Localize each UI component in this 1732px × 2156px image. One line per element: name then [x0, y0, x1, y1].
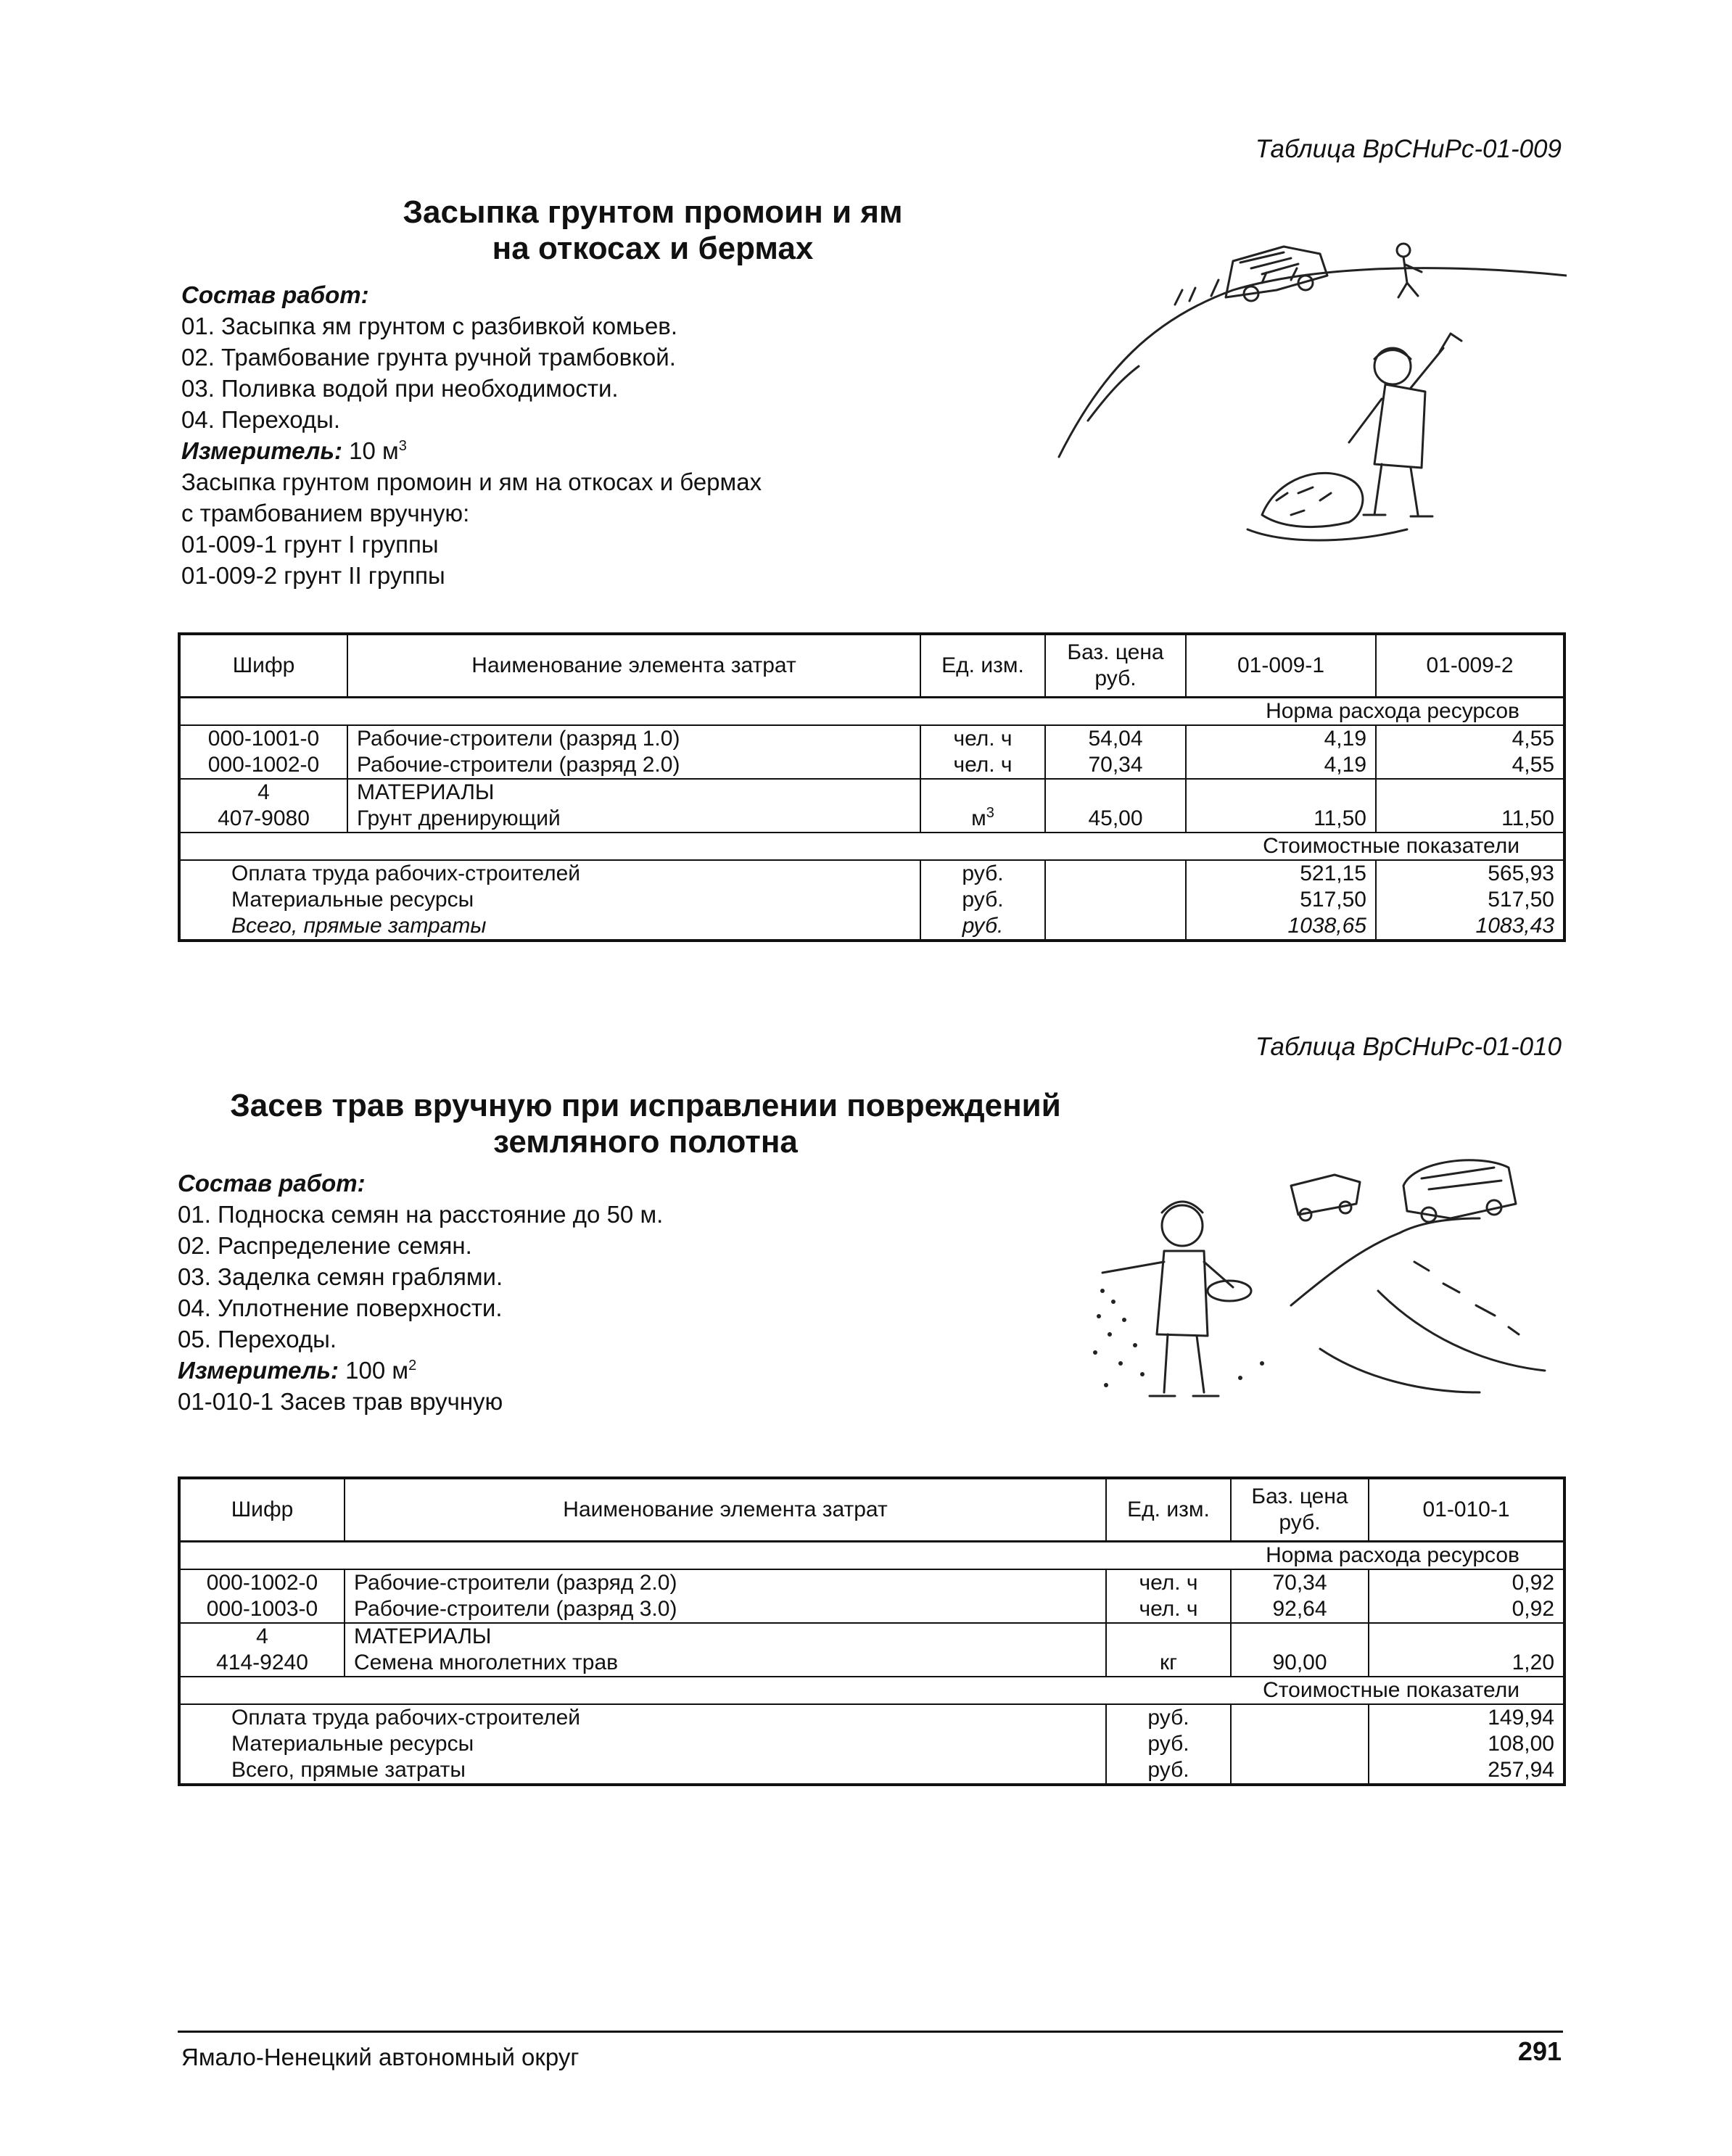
cell-name: Рабочие-строители (разряд 2.0) [347, 752, 920, 779]
cell-value-1: 11,50 [1186, 806, 1376, 833]
total-row [179, 1731, 1564, 1757]
step-item: 01. Подноска семян на расстояние до 50 м. [178, 1201, 664, 1228]
step-item: 03. Поливка водой при необходимости. [181, 375, 619, 402]
cost-table-01-010 [178, 1476, 1566, 1786]
total-row [179, 1757, 1564, 1785]
cell-unit: чел. ч [1106, 1569, 1231, 1596]
unit-sup: 3 [986, 805, 994, 821]
header-price: Баз. цена руб. [1045, 634, 1186, 698]
cell-value-2: 11,50 [1376, 806, 1564, 833]
bus-icon [1403, 1160, 1516, 1222]
description-line: Засыпка грунтом промоин и ям на откосах и бермах [181, 468, 762, 495]
step-item: 02. Распределение семян. [178, 1232, 472, 1259]
table-caption-01-010: Таблица ВрСНиРс-01-010 [1255, 1033, 1562, 1061]
total-unit: руб. [1106, 1731, 1231, 1757]
cost-table-01-009 [178, 632, 1566, 942]
table-row [179, 1650, 1564, 1677]
step-item: 03. Заделка семян граблями. [178, 1263, 503, 1290]
total-row [179, 913, 1564, 941]
code-line: 01-009-1 грунт I группы [181, 531, 439, 558]
norm-subheader-row [179, 1542, 1564, 1570]
table-row [179, 806, 1564, 833]
step-item: 02. Трамбование грунта ручной трамбовкой. [181, 344, 676, 371]
cell-unit: чел. ч [1106, 1596, 1231, 1623]
title-line: на откосах и бермах [492, 231, 814, 266]
total-value-1: 521,15 [1186, 860, 1376, 887]
total-name: Всего, прямые затраты [179, 1757, 1106, 1785]
total-value-1: 108,00 [1369, 1731, 1564, 1757]
step-item: 01. Засыпка ям грунтом с разбивкой комьев. [181, 313, 678, 339]
total-row [179, 860, 1564, 887]
cell-name: Рабочие-строители (разряд 1.0) [347, 725, 920, 752]
cell-price: 92,64 [1231, 1596, 1369, 1623]
title-line: Засыпка грунтом промоин и ям [403, 194, 903, 230]
total-name: Всего, прямые затраты [179, 913, 920, 941]
total-value-1: 517,50 [1186, 887, 1376, 913]
unit-text: м [971, 806, 986, 830]
section-title-01-010 [181, 1088, 1110, 1160]
total-value-2: 1083,43 [1376, 913, 1564, 941]
header-code: Шифр [179, 634, 347, 698]
composition-label: Состав работ: [181, 281, 369, 308]
section-title-01-009 [305, 194, 1001, 267]
title-line: земляного полотна [493, 1124, 798, 1160]
total-value-2: 565,93 [1376, 860, 1564, 887]
header-col-1: 01-010-1 [1369, 1478, 1564, 1542]
page-number: 291 [1517, 2036, 1562, 2066]
cell-value-2: 4,55 [1376, 725, 1564, 752]
cost-label: Стоимостные показатели [179, 1677, 1564, 1704]
cell-price: 90,00 [1231, 1650, 1369, 1677]
norm-label: Норма расхода ресурсов [179, 1542, 1564, 1570]
cost-subheader-row [179, 833, 1564, 860]
total-value-1: 257,94 [1369, 1757, 1564, 1785]
cell-unit: чел. ч [920, 725, 1045, 752]
materials-header-row [179, 779, 1564, 806]
code-line: 01-009-2 грунт II группы [181, 562, 445, 589]
table-row [179, 1596, 1564, 1623]
norm-label: Норма расхода ресурсов [179, 698, 1564, 726]
total-row [179, 1704, 1564, 1731]
sower-worker-icon [1102, 1202, 1251, 1396]
cell-code: 000-1001-0 [179, 725, 347, 752]
header-unit: Ед. изм. [920, 634, 1045, 698]
meter-value: 100 м [345, 1357, 409, 1384]
step-item: 04. Переходы. [181, 406, 340, 433]
cell-code: 000-1003-0 [179, 1596, 345, 1623]
total-value-2: 517,50 [1376, 887, 1564, 913]
table-header-row [179, 1478, 1564, 1542]
cell-code: 407-9080 [179, 806, 347, 833]
header-col-1: 01-009-1 [1186, 634, 1376, 698]
total-unit: руб. [1106, 1704, 1231, 1731]
cell-price: 70,34 [1045, 752, 1186, 779]
cell-value-1: 4,19 [1186, 752, 1376, 779]
norm-subheader-row [179, 698, 1564, 726]
total-unit: руб. [1106, 1757, 1231, 1785]
cell-unit: чел. ч [920, 752, 1045, 779]
total-name: Материальные ресурсы [179, 1731, 1106, 1757]
meter-line [178, 1355, 663, 1386]
total-value-1: 149,94 [1369, 1704, 1564, 1731]
table-row [179, 1569, 1564, 1596]
header-name: Наименование элемента затрат [347, 634, 920, 698]
total-value-1: 1038,65 [1186, 913, 1376, 941]
cell-code: 000-1002-0 [179, 752, 347, 779]
truck-icon [1291, 1175, 1360, 1221]
description-line: с трамбованием вручную: [181, 500, 470, 526]
cell-name: Семена многолетних трав [345, 1650, 1106, 1677]
slope-workers-illustration [1044, 210, 1567, 558]
total-name: Материальные ресурсы [179, 887, 920, 913]
cell-value-1: 0,92 [1369, 1569, 1564, 1596]
seed-dots [1093, 1289, 1264, 1387]
total-name: Оплата труда рабочих-строителей [179, 860, 920, 887]
meter-sup: 2 [408, 1358, 417, 1374]
header-code: Шифр [179, 1478, 345, 1542]
soil-pile-icon [1248, 473, 1407, 540]
step-item: 04. Уплотнение поверхности. [178, 1294, 503, 1321]
cell-value-1: 4,19 [1186, 725, 1376, 752]
cell-unit [920, 806, 1045, 833]
table-caption-01-009: Таблица ВрСНиРс-01-009 [1255, 135, 1562, 163]
work-composition-01-009 [181, 279, 762, 591]
cell-value-1: 0,92 [1369, 1596, 1564, 1623]
total-unit: руб. [920, 860, 1045, 887]
cell-price: 70,34 [1231, 1569, 1369, 1596]
footer-region: Ямало-Ненецкий автономный округ [181, 2044, 580, 2070]
header-unit: Ед. изм. [1106, 1478, 1231, 1542]
meter-sup: 3 [398, 438, 407, 454]
step-item: 05. Переходы. [178, 1326, 337, 1352]
footer-rule [178, 2031, 1563, 2033]
materials-label: МАТЕРИАЛЫ [347, 779, 920, 806]
cell-code: 414-9240 [179, 1650, 345, 1677]
cell-name: Рабочие-строители (разряд 2.0) [345, 1569, 1106, 1596]
total-unit: руб. [920, 887, 1045, 913]
meter-label: Измеритель: [178, 1357, 339, 1384]
cell-name: Грунт дренирующий [347, 806, 920, 833]
sowing-worker-illustration [1073, 1146, 1552, 1429]
code-line: 01-010-1 Засев трав вручную [178, 1388, 503, 1415]
work-composition-01-010 [178, 1168, 663, 1417]
composition-label: Состав работ: [178, 1170, 366, 1197]
table-header-row [179, 634, 1564, 698]
materials-code: 4 [179, 1623, 345, 1650]
cell-code: 000-1002-0 [179, 1569, 345, 1596]
table-row [179, 752, 1564, 779]
total-name: Оплата труда рабочих-строителей [179, 1704, 1106, 1731]
title-line: Засев трав вручную при исправлении повреждений [230, 1088, 1061, 1123]
worker-with-tamper-icon [1349, 334, 1461, 516]
meter-line [181, 435, 762, 466]
materials-header-row [179, 1623, 1564, 1650]
table-row [179, 725, 1564, 752]
cell-value-1: 1,20 [1369, 1650, 1564, 1677]
cell-price: 54,04 [1045, 725, 1186, 752]
header-col-2: 01-009-2 [1376, 634, 1564, 698]
cell-value-2: 4,55 [1376, 752, 1564, 779]
cost-subheader-row [179, 1677, 1564, 1704]
cell-unit: кг [1106, 1650, 1231, 1677]
cost-label: Стоимостные показатели [179, 833, 1564, 860]
total-row [179, 887, 1564, 913]
cell-name: Рабочие-строители (разряд 3.0) [345, 1596, 1106, 1623]
total-unit: руб. [920, 913, 1045, 941]
materials-code: 4 [179, 779, 347, 806]
cell-price: 45,00 [1045, 806, 1186, 833]
meter-label: Измеритель: [181, 437, 342, 464]
header-name: Наименование элемента затрат [345, 1478, 1106, 1542]
materials-label: МАТЕРИАЛЫ [345, 1623, 1106, 1650]
header-price: Баз. цена руб. [1231, 1478, 1369, 1542]
meter-value: 10 м [349, 437, 399, 464]
distant-worker-icon [1397, 244, 1422, 297]
